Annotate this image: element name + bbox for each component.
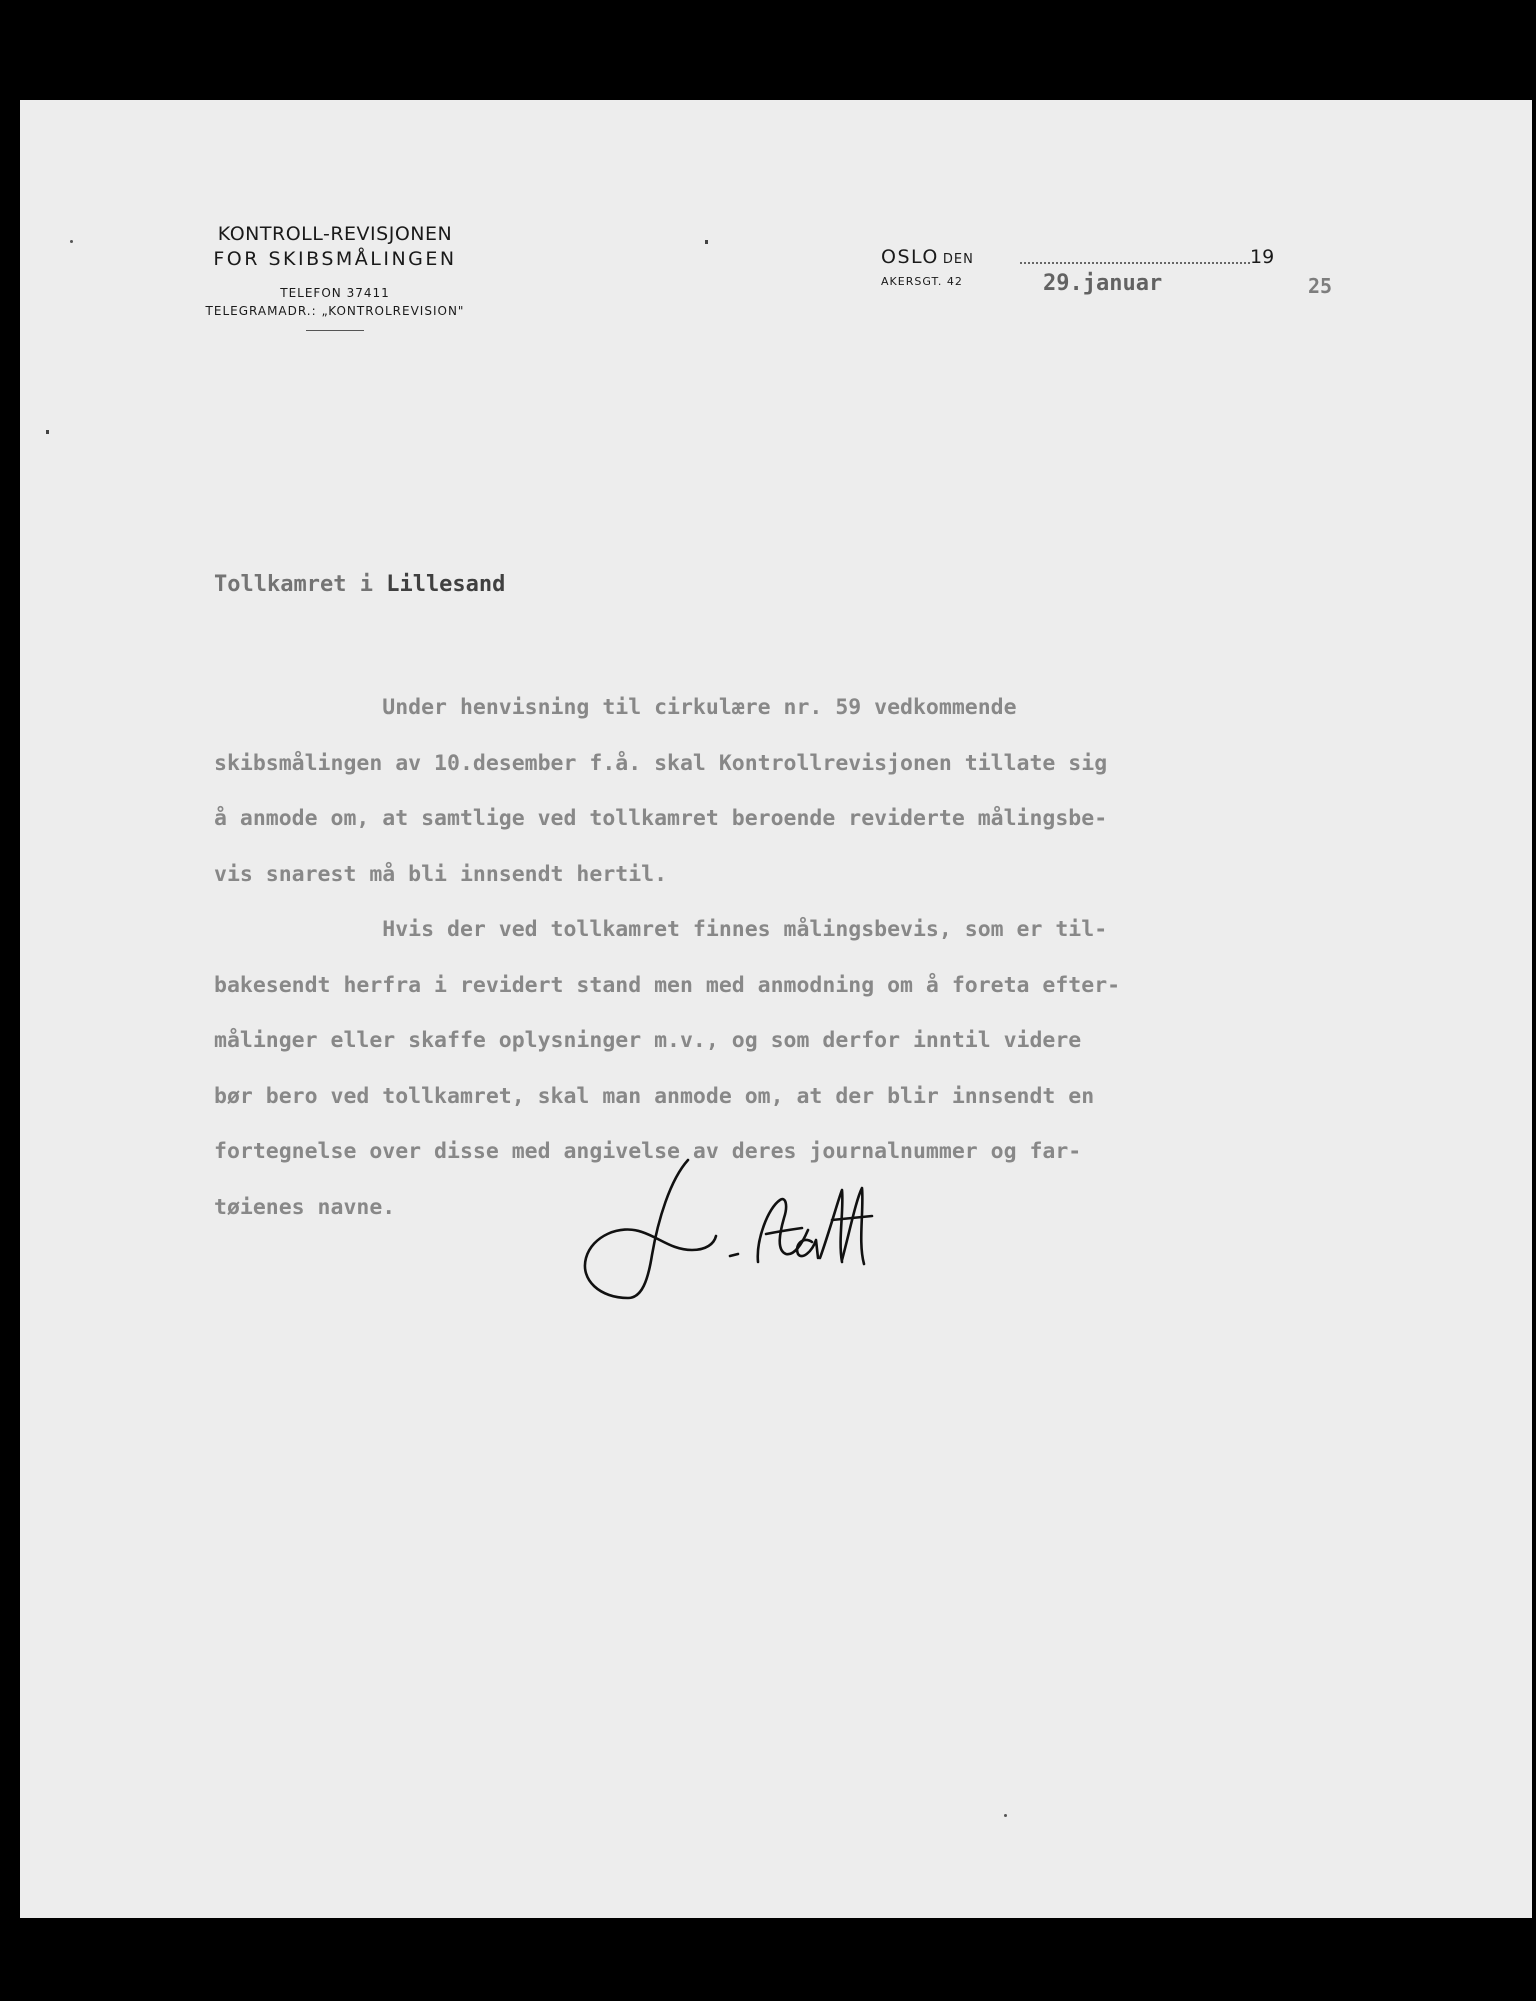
body-line: bør bero ved tollkamret, skal man anmode om, at der blir innsendt en bbox=[214, 1083, 1095, 1109]
body-line: tøienes navne. bbox=[214, 1194, 396, 1220]
place-street: AKERSGT. 42 bbox=[881, 275, 963, 288]
letterhead-org-line1: KONTROLL-REVISJONEN bbox=[217, 223, 453, 245]
speck-mark bbox=[70, 240, 73, 243]
handwritten-signature bbox=[580, 1150, 920, 1320]
body-line: bakesendt herfra i revidert stand men med anmodning om å foreta efter- bbox=[214, 972, 1121, 998]
body-line: målinger eller skaffe oplysninger m.v., og som derfor inntil videre bbox=[214, 1028, 1082, 1053]
body-line: vis snarest må bli innsendt hertil. bbox=[214, 861, 668, 887]
letterhead-telefon: TELEFON 37411 bbox=[280, 286, 390, 300]
body-line: Under henvisning til cirkulære nr. 59 vedkommende bbox=[214, 695, 1017, 720]
speck-mark bbox=[1004, 1814, 1007, 1817]
body-line: fortegnelse over disse med angivelse av deres journalnummer og far- bbox=[214, 1139, 1082, 1164]
letterhead-org-line2: FOR SKIBSMÅLINGEN bbox=[213, 248, 457, 270]
signature-text bbox=[580, 1150, 581, 1151]
place-city: OSLO bbox=[881, 246, 939, 268]
addressee-town: Lillesand bbox=[386, 572, 506, 597]
typed-date: 29.januar bbox=[1043, 271, 1163, 296]
letterhead-divider bbox=[306, 330, 364, 331]
body-line: skibsmålingen av 10.desember f.å. skal Kontrollrevisjonen tillate sig bbox=[214, 750, 1108, 776]
date-century: 19 bbox=[1250, 246, 1275, 268]
letterhead-telegram: TELEGRAMADR.: „KONTROLREVISION" bbox=[205, 304, 465, 318]
date-dotted-line bbox=[1020, 262, 1250, 264]
letterhead bbox=[150, 222, 520, 331]
addressee bbox=[214, 572, 505, 597]
speck-mark bbox=[46, 430, 49, 434]
body-line: å anmode om, at samtlige ved tollkamret beroende reviderte målingsbe- bbox=[214, 806, 1108, 831]
place-line bbox=[881, 246, 974, 268]
typed-year: 25 bbox=[1308, 274, 1333, 298]
body-line: Hvis der ved tollkamret finnes målingsbevis, som er til- bbox=[214, 917, 1108, 942]
signature-drawing bbox=[580, 1150, 920, 1320]
speck-mark bbox=[705, 240, 708, 244]
place-den: DEN bbox=[942, 252, 974, 267]
addressee-office: Tollkamret i bbox=[214, 572, 373, 597]
